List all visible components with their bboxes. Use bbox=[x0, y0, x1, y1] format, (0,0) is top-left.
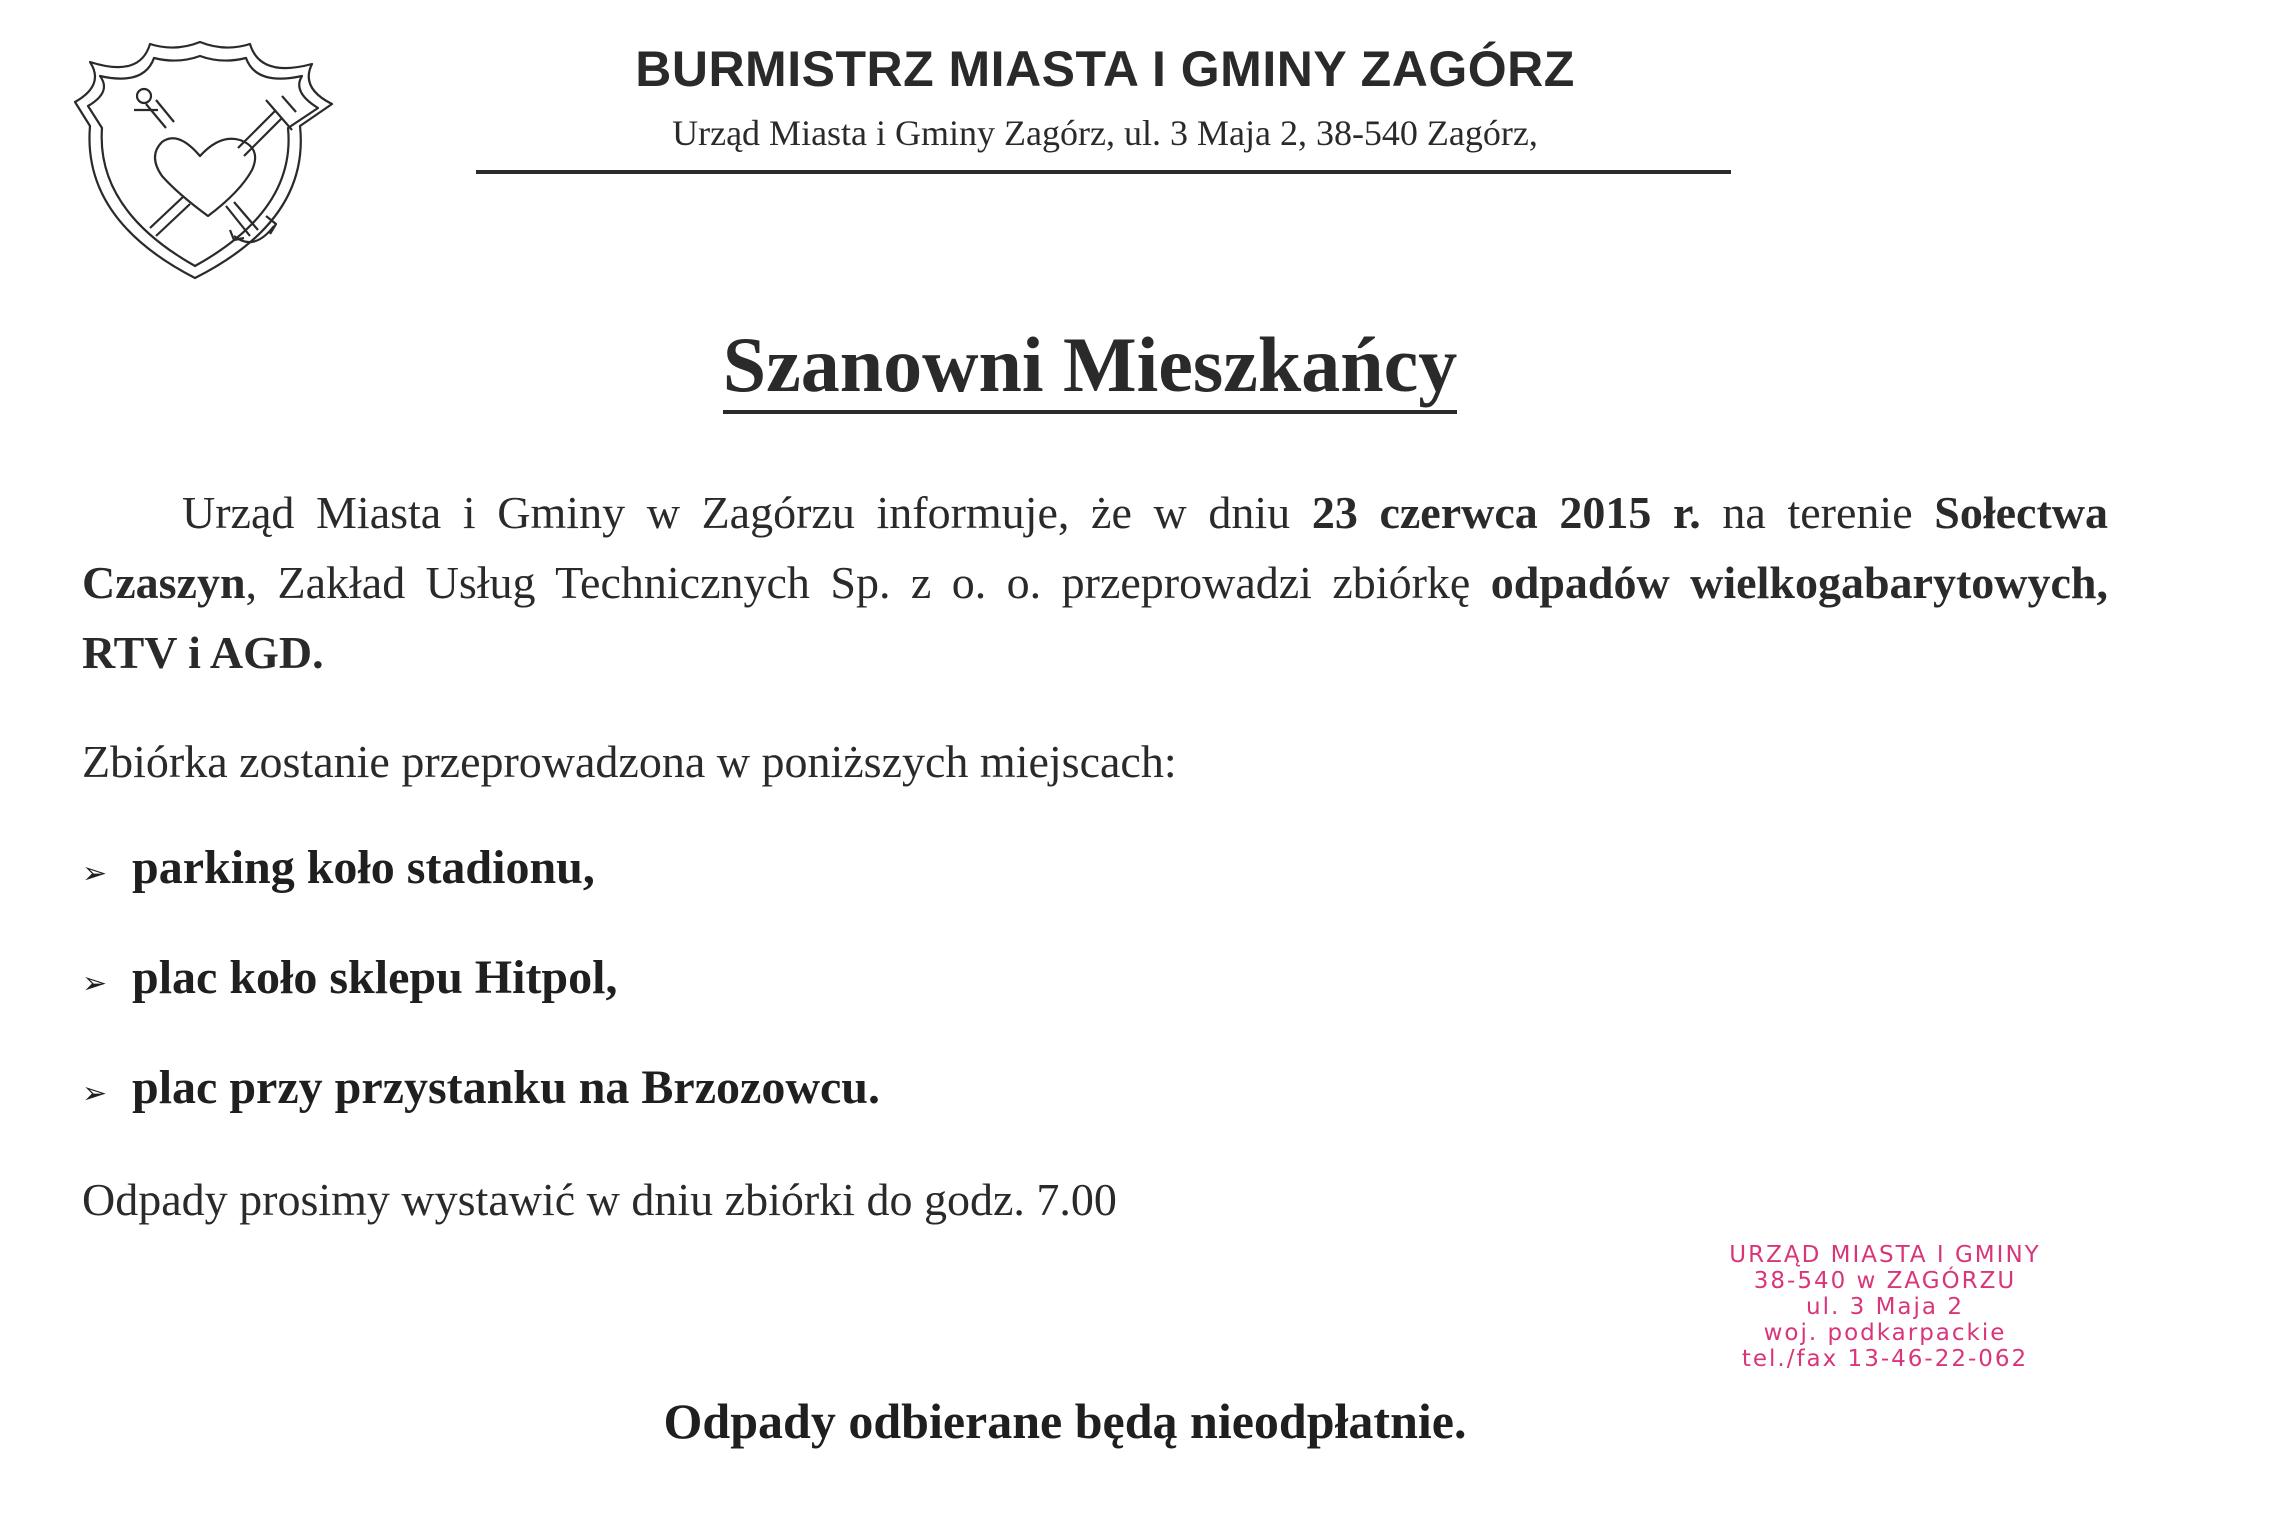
waste-types: odpadów wielkogabarytowych, RTV i AGD. bbox=[82, 557, 2108, 678]
office-stamp bbox=[1690, 1242, 2080, 1372]
arrow-bullet-icon: ➢ bbox=[82, 857, 108, 890]
places-intro: Zbiórka zostanie przeprowadzona w poniższych miejscach: bbox=[82, 736, 1177, 787]
salutation-heading bbox=[0, 320, 2180, 410]
closing-note: Odpady odbierane będą nieodpłatnie. bbox=[663, 1393, 1467, 1449]
deadline-text: Odpady prosimy wystawić w dniu zbiórki do godz. 7.00 bbox=[82, 1174, 1117, 1225]
intro-part2: na terenie bbox=[1700, 487, 1935, 538]
arrow-bullet-icon: ➢ bbox=[82, 967, 108, 1000]
intro-part1: Urząd Miasta i Gminy w Zagórzu informuje, że w dniu bbox=[182, 487, 1312, 538]
collection-date: 23 czerwca 2015 r. bbox=[1311, 487, 1701, 538]
stamp-line: URZĄD MIASTA I GMINY bbox=[1729, 1242, 2041, 1268]
arrow-bullet-icon: ➢ bbox=[82, 1077, 108, 1110]
intro-paragraph bbox=[82, 478, 2108, 688]
intro-part3: , Zakład Usług Technicznych Sp. z o. o. przeprowadzi zbiórkę bbox=[245, 557, 1491, 608]
header-title: BURMISTRZ MIASTA I GMINY ZAGÓRZ bbox=[635, 41, 1575, 97]
header-divider bbox=[476, 170, 1731, 174]
list-item bbox=[82, 948, 1582, 1058]
salutation-text: Szanowni Mieszkańcy bbox=[723, 321, 1458, 414]
stamp-line: ul. 3 Maja 2 bbox=[1806, 1294, 1964, 1320]
stamp-line: 38-540 w ZAGÓRZU bbox=[1753, 1268, 2017, 1294]
stamp-line: woj. podkarpackie bbox=[1763, 1320, 2007, 1346]
stamp-line: tel./fax 13-46-22-062 bbox=[1741, 1346, 2029, 1372]
collection-area: Sołectwa Czaszyn bbox=[82, 487, 2109, 608]
place-label: plac koło sklepu Hitpol, bbox=[132, 951, 618, 1004]
place-label: parking koło stadionu, bbox=[132, 841, 595, 894]
list-item bbox=[82, 838, 1582, 948]
header-address: Urząd Miasta i Gminy Zagórz, ul. 3 Maja 2, 38-540 Zagórz, bbox=[672, 113, 1538, 153]
collection-places-list bbox=[82, 838, 1582, 1168]
place-label: plac przy przystanku na Brzozowcu. bbox=[132, 1061, 880, 1114]
coat-of-arms-icon bbox=[60, 30, 340, 310]
list-item bbox=[82, 1058, 1582, 1168]
